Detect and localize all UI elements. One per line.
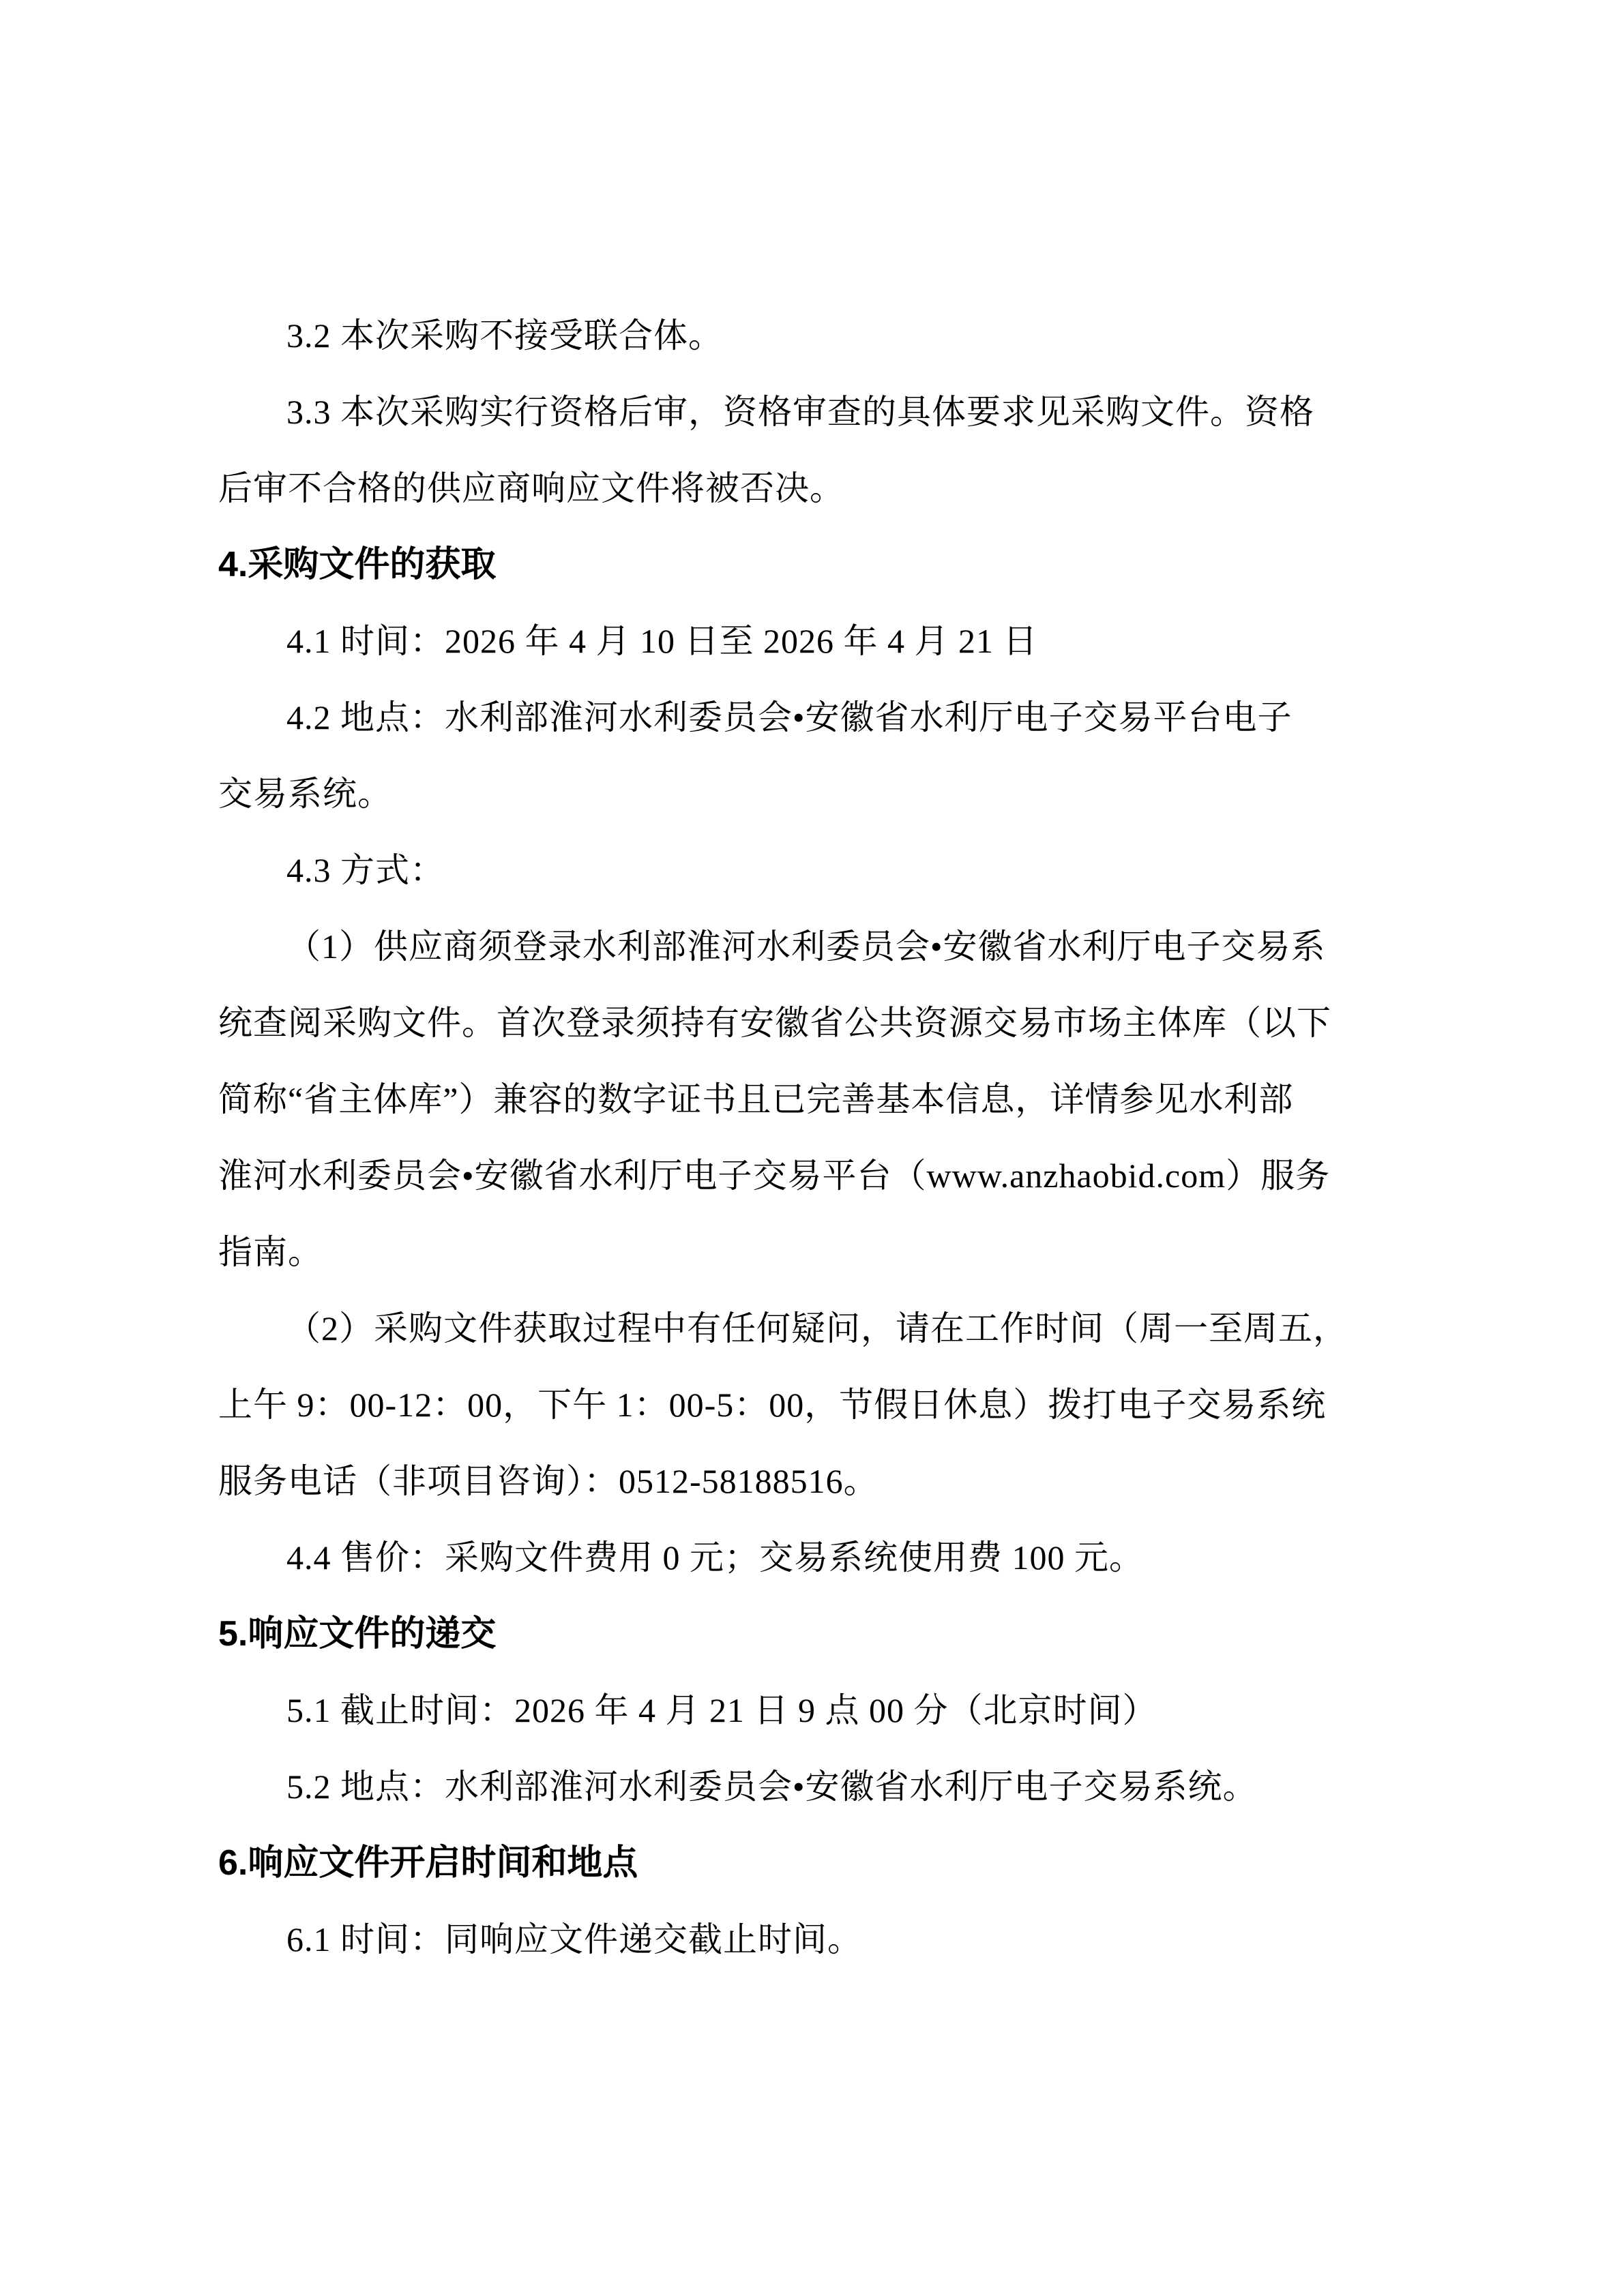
section-heading: 6.响应文件开启时间和地点	[218, 1843, 638, 1883]
paragraph-line: 5.1 截止时间：2026 年 4 月 21 日 9 点 00 分（北京时间）	[286, 1691, 1157, 1729]
paragraph-line: （1）供应商须登录水利部淮河水利委员会•安徽省水利厅电子交易系	[286, 927, 1326, 966]
paragraph-line: 3.2 本次采购不接受联合体。	[286, 316, 723, 355]
paragraph-line: 简称“省主体库”）兼容的数字证书且已完善基本信息，详情参见水利部	[218, 1080, 1294, 1118]
paragraph-line: 6.1 时间：同响应文件递交截止时间。	[286, 1920, 862, 1958]
paragraph-line: 5.2 地点：水利部淮河水利委员会•安徽省水利厅电子交易系统。	[286, 1768, 1258, 1806]
paragraph-line: 4.2 地点：水利部淮河水利委员会•安徽省水利厅电子交易平台电子	[286, 698, 1293, 736]
paragraph-line: 4.3 方式：	[286, 851, 445, 889]
paragraph-line: 交易系统。	[218, 775, 392, 813]
paragraph-line: 统查阅采购文件。首次登录须持有安徽省公共资源交易市场主体库（以下	[218, 1004, 1331, 1042]
paragraph-line: 4.4 售价：采购文件费用 0 元；交易系统使用费 100 元。	[286, 1538, 1144, 1577]
paragraph-line: 3.3 本次采购实行资格后审，资格审查的具体要求见采购文件。资格	[286, 393, 1314, 431]
section-heading: 5.响应文件的递交	[218, 1614, 497, 1654]
paragraph-line: 上午 9：00-12：00，下午 1：00-5：00，节假日休息）拨打电子交易系统	[218, 1386, 1327, 1424]
section-heading: 4.采购文件的获取	[218, 545, 497, 584]
paragraph-line: 后审不合格的供应商响应文件将被否决。	[218, 469, 844, 507]
document-content	[218, 297, 1429, 1978]
paragraph-line: （2）采购文件获取过程中有任何疑问，请在工作时间（周一至周五，	[286, 1309, 1348, 1347]
paragraph-line: 服务电话（非项目咨询）：0512-58188516。	[218, 1462, 879, 1500]
paragraph-line: 4.1 时间：2026 年 4 月 10 日至 2026 年 4 月 21 日	[286, 622, 1038, 660]
paragraph-line: 淮河水利委员会•安徽省水利厅电子交易平台（www.anzhaobid.com）服务	[218, 1157, 1331, 1195]
paragraph-line: 指南。	[218, 1233, 323, 1271]
